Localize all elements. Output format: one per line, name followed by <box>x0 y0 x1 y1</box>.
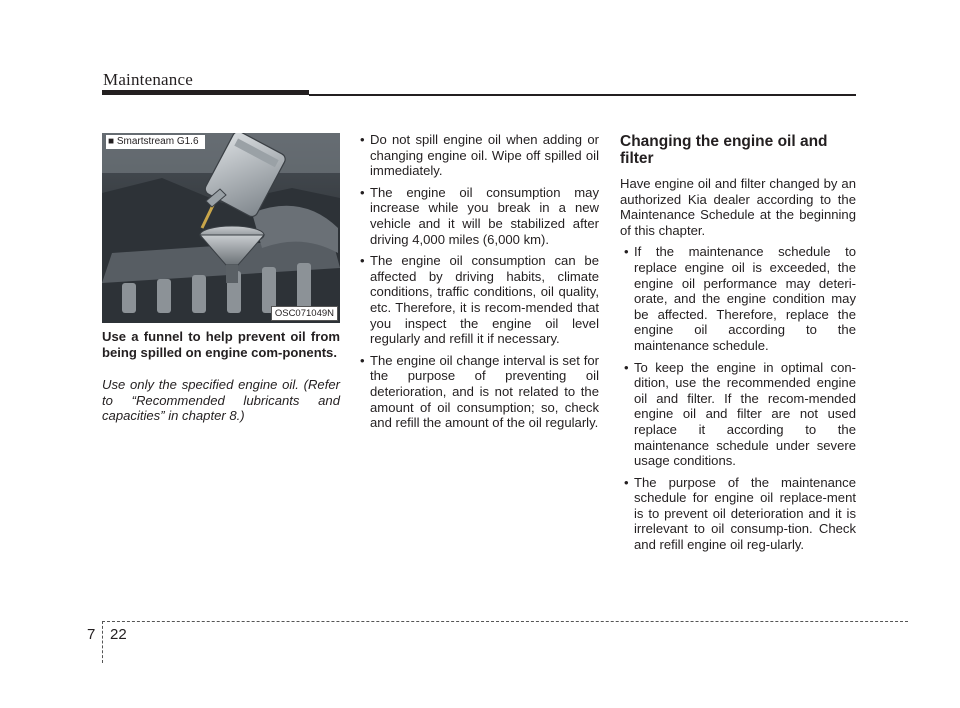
list-item-text: The engine oil consumption may increase while you break in a new vehicle and it will be stabilized after driving 4,000 miles (6,000 km). <box>370 184 599 247</box>
bullet-icon: • <box>624 244 629 260</box>
page-number: 22 <box>110 626 127 643</box>
list-item <box>356 132 599 179</box>
list-item <box>620 244 856 353</box>
bullet-icon: • <box>360 352 365 368</box>
section-intro: Have engine oil and filter changed by an authorized Kia dealer according to the Maintenance Schedule at the beginning of this chapter. <box>620 176 856 238</box>
list-item <box>620 475 856 553</box>
list-item-text: The engine oil change interval is set for the purpose of preventing oil deterioration, and is not related to the amount of oil consumption; so, check and refill the amount of the oil regularly. <box>370 352 599 431</box>
figure-caption: Use a funnel to help prevent oil from being spilled on engine com-ponents. <box>102 329 340 360</box>
list-item <box>356 185 599 247</box>
oil-spec-note: Use only the specified engine oil. (Refer to “Recommended lubricants and capacities” in chapter 8.) <box>102 377 340 424</box>
figure-code: OSC071049N <box>271 306 338 321</box>
list-item-text: If the maintenance schedule to replace engine oil is exceeded, the engine oil performance may deteri-orate, and the engine condition may be affected. Therefore, replace the engine oil according to the maintenance schedule. <box>634 244 856 353</box>
bullet-icon: • <box>624 359 629 375</box>
chapter-number: 7 <box>87 626 96 643</box>
list-item <box>356 353 599 431</box>
left-column <box>102 329 340 424</box>
list-item-text: The engine oil consumption can be affected by driving habits, climate conditions, traffic conditions, oil quality, etc. Therefore, it is recom-mended that you inspect the engine oil level regularly and refill it if necessary. <box>370 253 599 347</box>
footer-page-divider <box>102 621 103 663</box>
oil-notes-list <box>356 132 599 431</box>
footer-divider <box>102 621 908 622</box>
bullet-icon: • <box>624 474 629 490</box>
engine-bay-graphic <box>102 133 340 323</box>
bullet-icon: • <box>360 132 365 147</box>
oil-change-list <box>620 244 856 552</box>
list-item-text: To keep the engine in optimal con-dition, use the recommended engine oil and filter. If the recom-mended engine oil and filter are not used replace it according to the maintenance schedule under severe usage conditions. <box>634 359 856 469</box>
list-item <box>356 253 599 347</box>
section-heading: Changing the engine oil and filter <box>620 133 828 167</box>
list-item-text: The purpose of the maintenance schedule for engine oil replace-ment is to prevent oil deterioration and it is irrelevant to oil consump-tion. Check and refill engine oil reg-ularly. <box>634 474 856 553</box>
page-header-title: Maintenance <box>103 70 193 89</box>
right-column <box>620 132 856 559</box>
middle-column <box>356 132 599 437</box>
engine-oil-funnel-illustration <box>102 133 340 323</box>
list-item-text: Do not spill engine oil when adding or changing engine oil. Wipe off spilled oil immediately. <box>370 132 599 179</box>
list-item <box>620 360 856 469</box>
bullet-icon: • <box>360 184 365 200</box>
figure-label: ■ Smartstream G1.6 <box>106 135 205 149</box>
header-rule-thin <box>309 94 856 96</box>
bullet-icon: • <box>360 253 365 269</box>
header-rule-thick <box>102 90 309 95</box>
